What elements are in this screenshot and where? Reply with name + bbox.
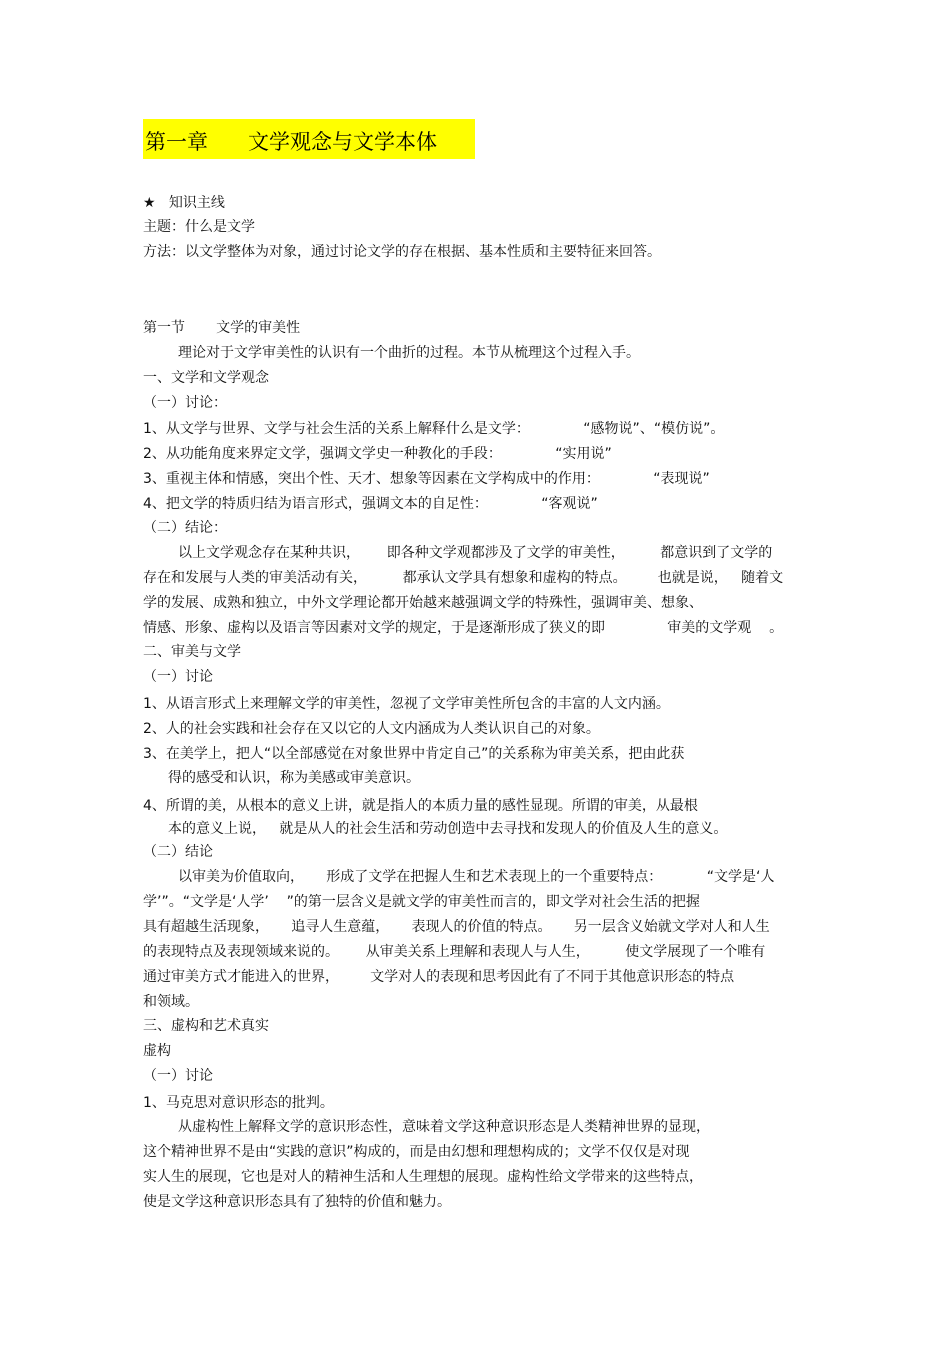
list-item-continuation: 得的感受和认识，称为美感或审美意识。 [168, 770, 420, 786]
paragraph-line: 从虚构性上解释文学的意识形态性，意味着文学这种意识形态是人类精神世界的显现， [178, 1119, 710, 1135]
paragraph-line: 以审美为价值取向， 形成了文学在把握人生和艺术表现上的一个重要特点： “文学是‘人 [178, 869, 775, 885]
list-item: 3、重视主体和情感，突出个性、天才、想象等因素在文学构成中的作用： “表现说” [143, 471, 710, 487]
paragraph-line: 存在和发展与人类的审美活动有关， 都承认文学具有想象和虚构的特点。 也就是说， 随着文 [143, 570, 784, 586]
list-item: 1、从语言形式上来理解文学的审美性，忽视了文学审美性所包含的丰富的人文内涵。 [143, 696, 670, 712]
discussion-heading: （一）讨论： [143, 395, 227, 411]
paragraph-line: 的表现特点及表现领域来说的。 从审美关系上理解和表现人与人生， 使文学展现了一个唯有 [143, 944, 766, 960]
subsection-3-heading: 三、虚构和艺术真实 [143, 1018, 269, 1034]
list-item-continuation: 本的意义上说， 就是从人的社会生活和劳动创造中去寻找和发现人的价值及人生的意义。 [168, 821, 728, 837]
section-1-intro: 理论对于文学审美性的认识有一个曲折的过程。本节从梳理这个过程入手。 [178, 345, 640, 361]
paragraph-line: 使是文学这种意识形态具有了独特的价值和魅力。 [143, 1194, 451, 1210]
paragraph-line: 通过审美方式才能进入的世界， 文学对人的表现和思考因此有了不同于其他意识形态的特点 [143, 969, 735, 985]
section-1-heading: 第一节 文学的审美性 [143, 320, 301, 336]
list-item: 3、在美学上，把人“以全部感觉在对象世界中肯定自己”的关系称为审美关系，把由此获 [143, 746, 685, 762]
paragraph-line: 和领域。 [143, 994, 199, 1010]
list-item: 4、所谓的美，从根本的意义上讲，就是指人的本质力量的感性显现。所谓的审美，从最根 [143, 798, 698, 814]
method-line: 方法：以文学整体为对象，通过讨论文学的存在根据、基本性质和主要特征来回答。 [143, 244, 661, 260]
paragraph-line: 以上文学观念存在某种共识， 即各种文学观都涉及了文学的审美性， 都意识到了文学的 [178, 545, 773, 561]
chapter-title: 第一章 文学观念与文学本体 [145, 130, 438, 154]
paragraph-line: 具有超越生活现象， 追寻人生意蕴， 表现人的价值的特点。 另一层含义始就文学对人和人生 [143, 919, 770, 935]
conclusion-heading: （二）结论 [143, 844, 213, 860]
paragraph-line: 实人生的展现，它也是对人的精神生活和人生理想的展现。虚构性给文学带来的这些特点， [143, 1169, 703, 1185]
theme-line: 主题：什么是文学 [143, 219, 255, 235]
list-item: 1、从文学与世界、文学与社会生活的关系上解释什么是文学： “感物说”、“模仿说”。 [143, 421, 725, 437]
subsection-1-heading: 一、文学和文学观念 [143, 370, 269, 386]
knowledge-mainline-heading: ★ 知识主线 [143, 195, 225, 211]
conclusion-heading: （二）结论： [143, 520, 227, 536]
list-item: 1、马克思对意识形态的批判。 [143, 1095, 334, 1111]
paragraph-line: 情感、形象、虚构以及语言等因素对文学的规定，于是逐渐形成了狭义的即 审美的文学观 。 [143, 620, 784, 636]
paragraph-line: 学’”。“文学是‘人学’ ”的第一层含义是就文学的审美性而言的，即文学对社会生活的把握 [143, 894, 700, 910]
list-item: 4、把文学的特质归结为语言形式，强调文本的自足性： “客观说” [143, 496, 598, 512]
list-item: 2、人的社会实践和社会存在又以它的人文内涵成为人类认识自己的对象。 [143, 721, 600, 737]
fiction-heading: 虚构 [143, 1043, 171, 1059]
paragraph-line: 这个精神世界不是由“实践的意识”构成的，而是由幻想和理想构成的；文学不仅仅是对现 [143, 1144, 690, 1160]
paragraph-line: 学的发展、成熟和独立，中外文学理论都开始越来越强调文学的特殊性，强调审美、想象、 [143, 595, 703, 611]
discussion-heading: （一）讨论 [143, 1068, 213, 1084]
discussion-heading: （一）讨论 [143, 669, 213, 685]
list-item: 2、从功能角度来界定文学，强调文学史一种教化的手段： “实用说” [143, 446, 612, 462]
subsection-2-heading: 二、审美与文学 [143, 644, 241, 660]
